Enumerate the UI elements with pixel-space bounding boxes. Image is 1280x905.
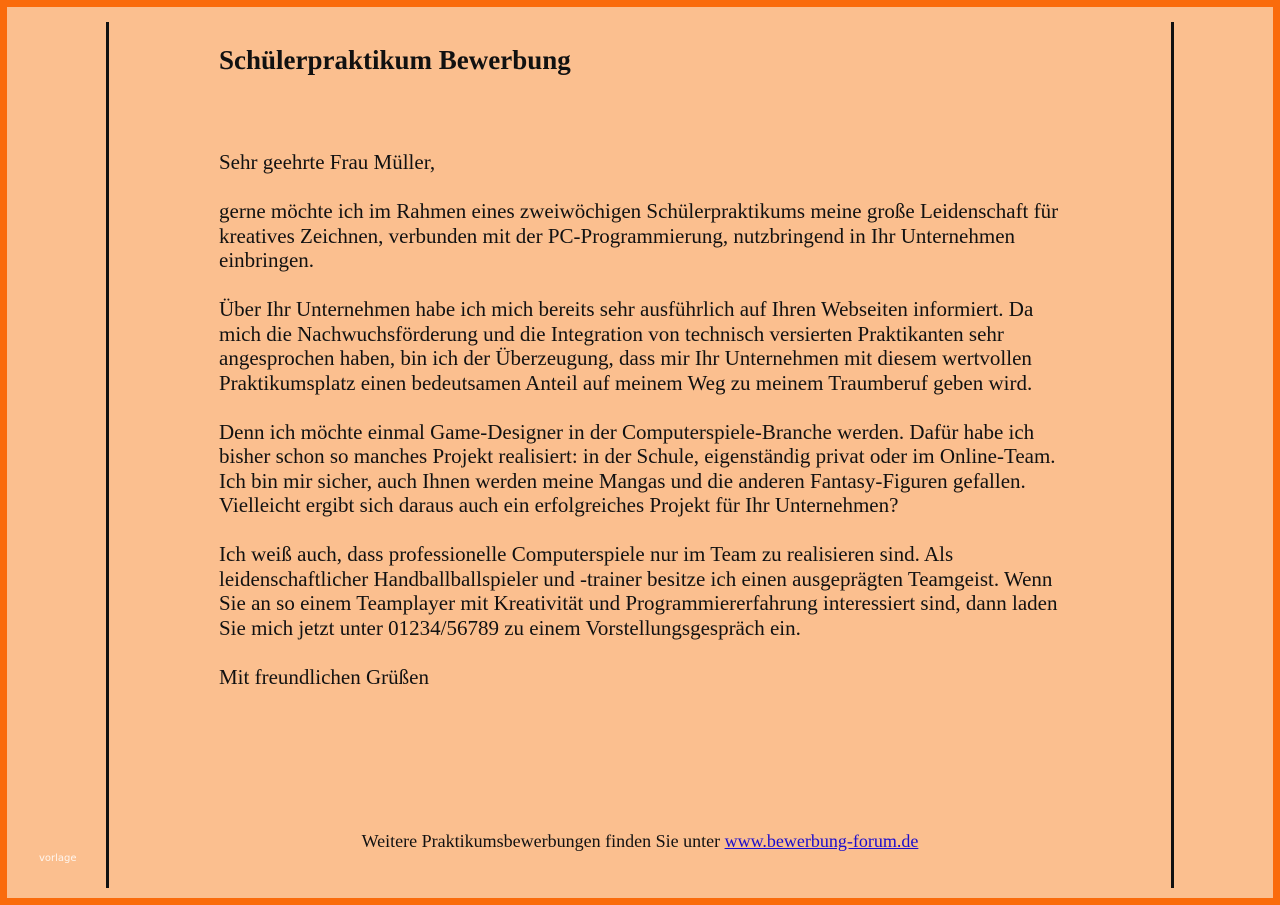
right-vertical-rule [1171, 22, 1174, 888]
letter-closing: Mit freundlichen Grüßen [219, 664, 429, 689]
letter-salutation: Sehr geehrte Frau Müller, [219, 150, 436, 174]
letter-paragraph-4: Ich weiß auch, dass professionelle Computerspiele nur im Team zu realisieren sind. Als leidenschaftlicher Handballballspieler und -trainer besitze ich einen ausgeprägten Teamgeist. Wenn Sie an so einem Teamplayer mit Kreativität und Programmiererfahrung interessiert sind, dann laden Sie mich jetzt unter 01234/56789 zu einem Vorstellungsgespräch ein. [219, 542, 1058, 640]
left-vertical-rule [106, 22, 109, 888]
letter-paragraph-1: gerne möchte ich im Rahmen eines zweiwöchigen Schülerpraktikums meine große Leidenschaft für kreatives Zeichnen, verbunden mit der PC-Programmierung, nutzbringend in Ihr Unternehmen einbringen. [219, 199, 1059, 272]
letter-title: Schülerpraktikum Bewerbung [219, 45, 571, 75]
letter-paragraph-2: Über Ihr Unternehmen habe ich mich bereits sehr ausführlich auf Ihren Webseiten informiert. Da mich die Nachwuchsförderung und die Integration von technisch versierten Praktikanten sehr angesprochen haben, bin ich der Überzeugung, dass mir Ihr Unternehmen mit diesem wertvollen Praktikumsplatz einen bedeutsamen Anteil auf meinem Weg zu meinem Traumberuf geben wird. [219, 297, 1034, 395]
footer-link[interactable]: www.bewerbung-forum.de [724, 831, 919, 851]
footer-text: Weitere Praktikumsbewerbungen finden Sie unter [361, 831, 725, 851]
footer-note [7, 830, 1273, 852]
watermark-label: vorlage [39, 853, 77, 864]
letter-body [219, 44, 1069, 689]
letter-paragraph-3: Denn ich möchte einmal Game-Designer in der Computerspiele-Branche werden. Dafür habe ich bisher schon so manches Projekt realisiert: in der Schule, eigenständig privat oder im Online-Team. Ich bin mir sicher, auch Ihnen werden meine Mangas und die anderen Fantasy-Figuren gefallen. Vielleicht ergibt sich daraus auch ein erfolgreiches Projekt für Ihr Unternehmen? [219, 419, 1056, 517]
